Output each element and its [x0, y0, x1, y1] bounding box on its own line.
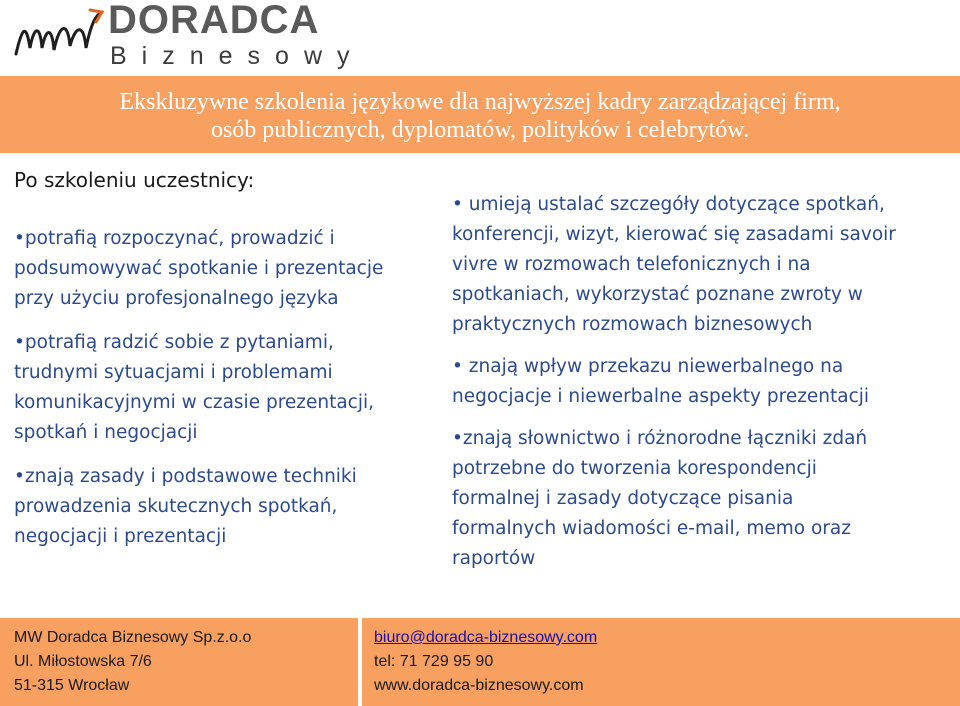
banner-line-2: osób publicznych, dyplomatów, polityków i celebrytów. — [210, 117, 750, 143]
company-logo — [12, 0, 365, 72]
left-column — [14, 224, 434, 566]
list-item: • znają wpływ przekazu niewerbalnego na negocjacje i niewerbalne aspekty prezentacji — [452, 356, 870, 407]
banner-text — [0, 88, 960, 144]
phone-number: tel: 71 729 95 90 — [374, 653, 494, 670]
logo-name: DORADCA — [108, 0, 320, 42]
list-item: •znają zasady i podstawowe techniki prowadzenia skutecznych spotkań, negocjacji i prezentacji — [14, 466, 357, 547]
logo-subtitle: Biznesowy — [110, 42, 365, 70]
website-text: www.doradca-biznesowy.com — [374, 677, 584, 694]
list-item: •potrafią radzić sobie z pytaniami, trudnymi sytuacjami i problemami komunikacyjnymi w czasie prezentacji, spotkań i negocjacji — [14, 332, 375, 443]
list-item: • umieją ustalać szczegóły dotyczące spotkań, konferencji, wizyt, kierować się zasadami savoir vivre w rozmowach telefonicznych i na spotkaniach, wykorzystać poznane zwroty w praktycznych rozmowach biznesowych — [452, 194, 896, 335]
list-item: •znają słownictwo i różnorodne łączniki zdań potrzebne do tworzenia korespondencji formalnej i zasady dotyczące pisania formalnych wiadomości e-mail, memo oraz raportów — [452, 428, 868, 569]
street-address: Ul. Miłostowska 7/6 — [14, 653, 152, 670]
email-link[interactable]: biuro@doradca-biznesowy.com — [374, 629, 598, 646]
city-address: 51-315 Wrocław — [14, 677, 130, 694]
list-item: •potrafią rozpoczynać, prowadzić i podsumowywać spotkanie i prezentacje przy użyciu profesjonalnego języka — [14, 228, 384, 309]
right-column — [452, 190, 952, 586]
footer-contact — [362, 618, 960, 706]
logo-mw-icon — [12, 8, 104, 64]
company-name: MW Doradca Biznesowy Sp.z.o.o — [14, 629, 252, 646]
headline-banner — [0, 76, 960, 153]
section-heading: Po szkoleniu uczestnicy: — [14, 168, 255, 192]
footer-address — [0, 618, 358, 706]
banner-line-1: Ekskluzywne szkolenia językowe dla najwyższej kadry zarządzającej firm, — [119, 89, 841, 115]
footer — [0, 618, 960, 706]
